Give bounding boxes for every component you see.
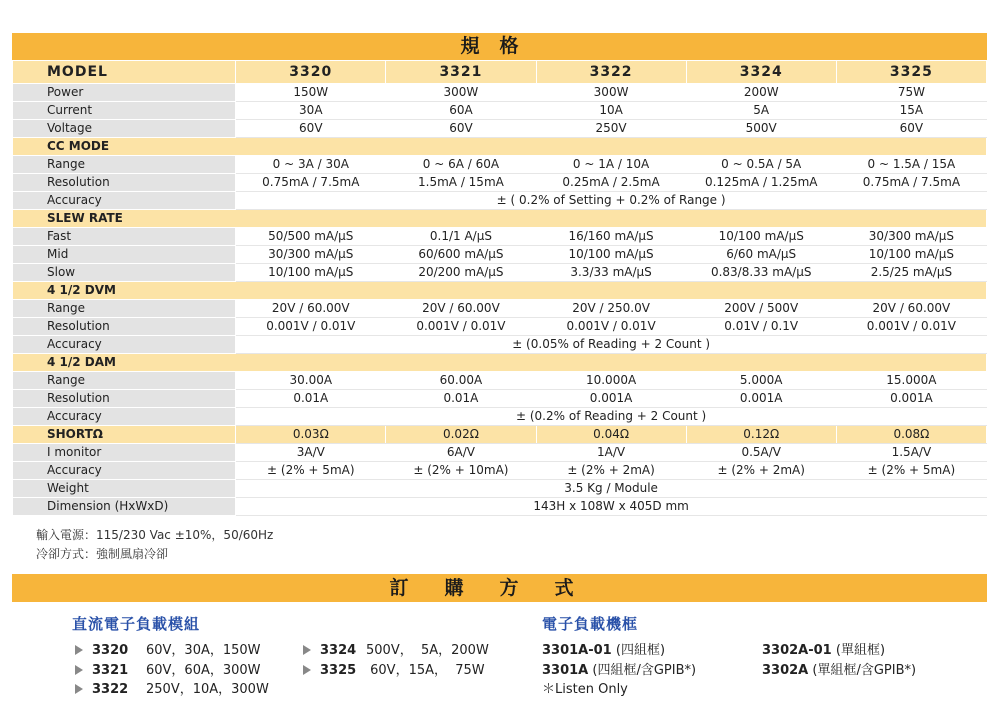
row-value: 0.1/1 A/µS xyxy=(386,228,536,246)
row-label: Resolution xyxy=(13,390,236,408)
spec-table xyxy=(12,60,987,516)
row-value: 0 ~ 0.5A / 5A xyxy=(686,156,836,174)
row-value: 0.01A xyxy=(386,390,536,408)
row-value: 60V xyxy=(236,120,386,138)
module-item xyxy=(303,661,489,681)
row-value: 0 ~ 6A / 60A xyxy=(386,156,536,174)
model-header: MODEL xyxy=(13,61,236,84)
row-value: 0 ~ 1.5A / 15A xyxy=(836,156,986,174)
row-value: 0.25mA / 2.5mA xyxy=(536,174,686,192)
row-value: ± (2% + 2mA) xyxy=(536,462,686,480)
row-value: 500V xyxy=(686,120,836,138)
section-row xyxy=(13,282,987,300)
table-row xyxy=(13,336,987,354)
frame-code: 3302A-01 xyxy=(762,643,832,658)
row-value: 0.75mA / 7.5mA xyxy=(236,174,386,192)
row-value-merged: ± (0.05% of Reading + 2 Count ) xyxy=(236,336,987,354)
table-row xyxy=(13,156,987,174)
bullet-triangle-icon xyxy=(75,684,83,694)
module-model: 3321 xyxy=(92,662,129,678)
frames-list-2 xyxy=(762,641,916,680)
frames-title: 電子負載機框 xyxy=(542,615,639,633)
row-value: 0.001V / 0.01V xyxy=(836,318,986,336)
row-value: 20V / 60.00V xyxy=(836,300,986,318)
row-value: 10A xyxy=(536,102,686,120)
row-value: 1.5A/V xyxy=(836,444,986,462)
row-value: 0.5A/V xyxy=(686,444,836,462)
row-value: 0.01A xyxy=(236,390,386,408)
row-value-merged: ± (0.2% of Reading + 2 Count ) xyxy=(236,408,987,426)
module-item xyxy=(75,680,269,700)
row-value: 3.3/33 mA/µS xyxy=(536,264,686,282)
table-row xyxy=(13,192,987,210)
module-model: 3325 xyxy=(320,662,357,678)
row-label: Accuracy xyxy=(13,462,236,480)
row-value: 0.001A xyxy=(536,390,686,408)
row-value: 10/100 mA/µS xyxy=(236,264,386,282)
row-value: 30/300 mA/µS xyxy=(836,228,986,246)
row-label: Accuracy xyxy=(13,192,236,210)
frames-list-1 xyxy=(542,641,696,700)
row-value: 30/300 mA/µS xyxy=(236,246,386,264)
row-label: Slow xyxy=(13,264,236,282)
table-row xyxy=(13,444,987,462)
modules-list-1 xyxy=(75,641,269,700)
row-value-merged: 143H x 108W x 405D mm xyxy=(236,498,987,516)
row-value: 3A/V xyxy=(236,444,386,462)
row-value: 60A xyxy=(386,102,536,120)
row-value: 0 ~ 3A / 30A xyxy=(236,156,386,174)
row-value: 200W xyxy=(686,84,836,102)
table-row xyxy=(13,102,987,120)
frame-code: 3301A-01 xyxy=(542,643,612,658)
row-label: Range xyxy=(13,300,236,318)
module-model: 3322 xyxy=(92,682,129,697)
row-value: 20V / 60.00V xyxy=(386,300,536,318)
row-value: ± (2% + 5mA) xyxy=(236,462,386,480)
module-spec: 60V，15A， 75W xyxy=(366,662,485,678)
row-value: 0.001A xyxy=(836,390,986,408)
row-value: 300W xyxy=(536,84,686,102)
row-label: Range xyxy=(13,156,236,174)
table-row xyxy=(13,318,987,336)
frame-desc: (單組框) xyxy=(835,643,886,658)
table-header-row xyxy=(13,61,987,84)
table-row xyxy=(13,426,987,444)
row-label: Range xyxy=(13,372,236,390)
module-spec: 500V， 5A，200W xyxy=(366,643,489,658)
notes xyxy=(36,526,273,564)
bullet-triangle-icon xyxy=(75,645,83,655)
row-value: 0.03Ω xyxy=(236,426,386,444)
frame-desc: (四組框) xyxy=(615,643,666,658)
row-value: 200V / 500V xyxy=(686,300,836,318)
row-label: Dimension (HxWxD) xyxy=(13,498,236,516)
modules-list-2 xyxy=(303,641,489,680)
row-value: 0.001V / 0.01V xyxy=(386,318,536,336)
order-banner: 訂購方式 xyxy=(12,574,987,602)
row-value: 0.001A xyxy=(686,390,836,408)
row-value: ± (2% + 10mA) xyxy=(386,462,536,480)
spec-banner: 規格 xyxy=(12,33,987,60)
row-value: 0 ~ 1A / 10A xyxy=(536,156,686,174)
row-value: 0.125mA / 1.25mA xyxy=(686,174,836,192)
table-row xyxy=(13,462,987,480)
module-spec: 250V，10A，300W xyxy=(146,682,269,697)
row-value: 6/60 mA/µS xyxy=(686,246,836,264)
row-value: 5.000A xyxy=(686,372,836,390)
row-value: 0.01V / 0.1V xyxy=(686,318,836,336)
module-spec: 60V，30A，150W xyxy=(146,643,261,658)
table-row xyxy=(13,408,987,426)
row-value: 15A xyxy=(836,102,986,120)
row-value: 20/200 mA/µS xyxy=(386,264,536,282)
row-value: 0.08Ω xyxy=(836,426,986,444)
section-row xyxy=(13,138,987,156)
row-value-merged: 3.5 Kg / Module xyxy=(236,480,987,498)
row-value: 0.001V / 0.01V xyxy=(536,318,686,336)
row-value: 60/600 mA/µS xyxy=(386,246,536,264)
row-value: 60.00A xyxy=(386,372,536,390)
module-spec: 60V，60A，300W xyxy=(146,662,261,678)
row-value: ± (2% + 2mA) xyxy=(686,462,836,480)
module-model: 3324 xyxy=(320,643,357,658)
model-column-header: 3324 xyxy=(686,61,836,84)
module-item xyxy=(75,661,269,681)
row-label: Accuracy xyxy=(13,336,236,354)
section-label: CC MODE xyxy=(13,138,987,156)
row-label: Power xyxy=(13,84,236,102)
frame-item xyxy=(542,641,696,661)
row-label: SHORTΩ xyxy=(13,426,236,444)
row-value: 0.04Ω xyxy=(536,426,686,444)
module-model: 3320 xyxy=(92,643,129,658)
row-value: 5A xyxy=(686,102,836,120)
row-value: 10/100 mA/µS xyxy=(536,246,686,264)
modules-title: 直流電子負載模組 xyxy=(72,615,201,633)
table-row xyxy=(13,480,987,498)
model-column-header: 3321 xyxy=(386,61,536,84)
table-row xyxy=(13,264,987,282)
row-value: 10.000A xyxy=(536,372,686,390)
row-label: I monitor xyxy=(13,444,236,462)
frame-item xyxy=(762,641,916,661)
model-column-header: 3325 xyxy=(836,61,986,84)
row-value: 300W xyxy=(386,84,536,102)
frame-code: 3301A xyxy=(542,662,589,678)
module-item xyxy=(75,641,269,661)
row-value: 30A xyxy=(236,102,386,120)
row-value: 15.000A xyxy=(836,372,986,390)
model-column-header: 3320 xyxy=(236,61,386,84)
row-value: 150W xyxy=(236,84,386,102)
row-value: 60V xyxy=(386,120,536,138)
section-row xyxy=(13,354,987,372)
model-column-header: 3322 xyxy=(536,61,686,84)
row-value: 20V / 250.0V xyxy=(536,300,686,318)
bullet-triangle-icon xyxy=(75,665,83,675)
table-row xyxy=(13,390,987,408)
table-row xyxy=(13,174,987,192)
row-label: Accuracy xyxy=(13,408,236,426)
bullet-triangle-icon xyxy=(303,645,311,655)
table-row xyxy=(13,300,987,318)
row-label: Mid xyxy=(13,246,236,264)
table-row xyxy=(13,246,987,264)
table-row xyxy=(13,228,987,246)
row-value: 1.5mA / 15mA xyxy=(386,174,536,192)
frame-desc: (單組框/含GPIB*) xyxy=(812,662,917,678)
frames-note: ＊Listen Only xyxy=(542,682,628,697)
frame-desc: (四組框/含GPIB*) xyxy=(592,662,697,678)
row-value: 0.75mA / 7.5mA xyxy=(836,174,986,192)
section-label: 4 1/2 DVM xyxy=(13,282,987,300)
row-value: 250V xyxy=(536,120,686,138)
row-value: 6A/V xyxy=(386,444,536,462)
row-label: Resolution xyxy=(13,318,236,336)
row-value: 1A/V xyxy=(536,444,686,462)
row-value-merged: ± ( 0.2% of Setting + 0.2% of Range ) xyxy=(236,192,987,210)
row-value: 60V xyxy=(836,120,986,138)
table-row xyxy=(13,84,987,102)
row-value: 10/100 mA/µS xyxy=(836,246,986,264)
table-row xyxy=(13,498,987,516)
row-value: 75W xyxy=(836,84,986,102)
row-value: 0.83/8.33 mA/µS xyxy=(686,264,836,282)
row-label: Fast xyxy=(13,228,236,246)
frame-item xyxy=(542,661,696,681)
cooling-note: 冷卻方式：強制風扇冷卻 xyxy=(36,547,169,561)
section-label: SLEW RATE xyxy=(13,210,987,228)
table-row xyxy=(13,372,987,390)
row-label: Weight xyxy=(13,480,236,498)
row-value: 0.02Ω xyxy=(386,426,536,444)
row-label: Resolution xyxy=(13,174,236,192)
table-row xyxy=(13,120,987,138)
row-value: 10/100 mA/µS xyxy=(686,228,836,246)
row-value: 16/160 mA/µS xyxy=(536,228,686,246)
frame-item xyxy=(762,661,916,681)
row-value: 30.00A xyxy=(236,372,386,390)
row-label: Voltage xyxy=(13,120,236,138)
frame-code: 3302A xyxy=(762,662,809,678)
module-item xyxy=(303,641,489,661)
section-row xyxy=(13,210,987,228)
section-label: 4 1/2 DAM xyxy=(13,354,987,372)
row-value: 0.12Ω xyxy=(686,426,836,444)
input-power-note: 輸入電源：115/230 Vac ±10%，50/60Hz xyxy=(36,528,274,542)
row-value: 2.5/25 mA/µS xyxy=(836,264,986,282)
row-value: ± (2% + 5mA) xyxy=(836,462,986,480)
row-value: 0.001V / 0.01V xyxy=(236,318,386,336)
row-value: 50/500 mA/µS xyxy=(236,228,386,246)
row-value: 20V / 60.00V xyxy=(236,300,386,318)
bullet-triangle-icon xyxy=(303,665,311,675)
row-label: Current xyxy=(13,102,236,120)
